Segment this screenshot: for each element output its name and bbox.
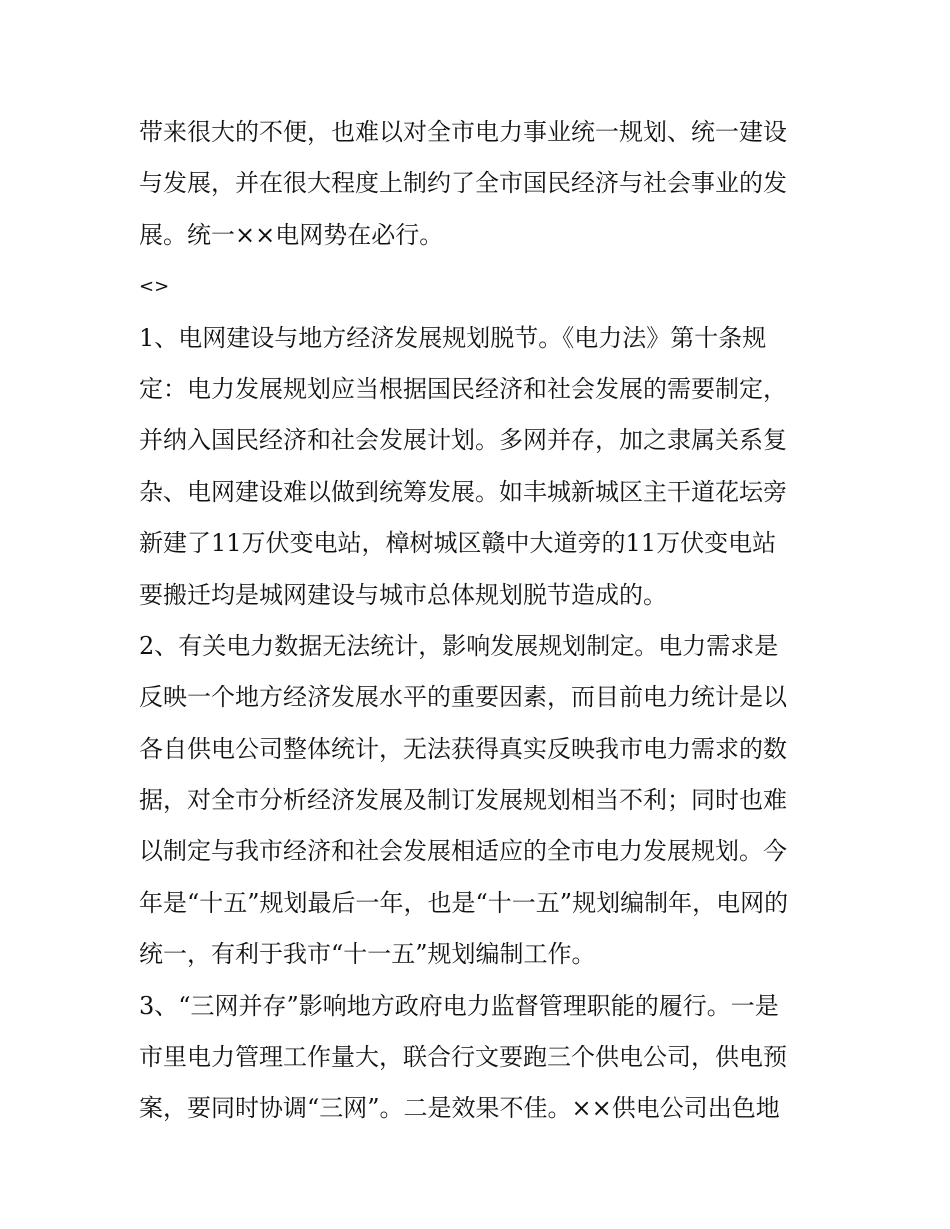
section-separator: <> bbox=[139, 276, 170, 298]
paragraph-line: 各自供电公司整体统计，无法获得真实反映我市电力需求的数 bbox=[139, 734, 787, 763]
paragraph-line: 要搬迁均是城网建设与城市总体规划脱节造成的。 bbox=[139, 580, 667, 609]
paragraph-line: 年是“十五”规划最后一年，也是“十一五”规划编制年，电网的 bbox=[139, 888, 789, 917]
paragraph-line: 展。统一××电网势在必行。 bbox=[139, 220, 444, 249]
paragraph-line: 反映一个地方经济发展水平的重要因素，而目前电力统计是以 bbox=[139, 683, 787, 712]
paragraph-line: 与发展，并在很大程度上制约了全市国民经济与社会事业的发 bbox=[139, 169, 787, 198]
document-body bbox=[139, 107, 819, 1135]
paragraph-line: 1、电网建设与地方经济发展规划脱节。《电力法》第十条规 bbox=[139, 323, 767, 352]
paragraph-line: 以制定与我市经济和社会发展相适应的全市电力发展规划。今 bbox=[139, 837, 787, 866]
paragraph-line: 带来很大的不便，也难以对全市电力事业统一规划、统一建设 bbox=[139, 118, 787, 146]
paragraph-line: 案，要同时协调“三网”。二是效果不佳。××供电公司出色地 bbox=[139, 1094, 780, 1123]
paragraph-line: 据，对全市分析经济发展及制订发展规划相当不利；同时也难 bbox=[139, 786, 787, 815]
paragraph-line: 统一，有利于我市“十一五”规划编制工作。 bbox=[139, 940, 596, 969]
paragraph-line: 新建了11万伏变电站，樟树城区赣中大道旁的11万伏变电站 bbox=[139, 529, 777, 558]
paragraph-line: 市里电力管理工作量大，联合行文要跑三个供电公司，供电预 bbox=[139, 1043, 787, 1072]
paragraph-line: 3、“三网并存”影响地方政府电力监督管理职能的履行。一是 bbox=[139, 991, 779, 1020]
paragraph-line: 并纳入国民经济和社会发展计划。多网并存，加之隶属关系复 bbox=[139, 426, 787, 455]
paragraph-line: 杂、电网建设难以做到统筹发展。如丰城新城区主干道花坛旁 bbox=[139, 477, 787, 506]
paragraph-line: 2、有关电力数据无法统计，影响发展规划制定。电力需求是 bbox=[139, 631, 779, 660]
paragraph-line: 定：电力发展规划应当根据国民经济和社会发展的需要制定， bbox=[139, 374, 787, 403]
